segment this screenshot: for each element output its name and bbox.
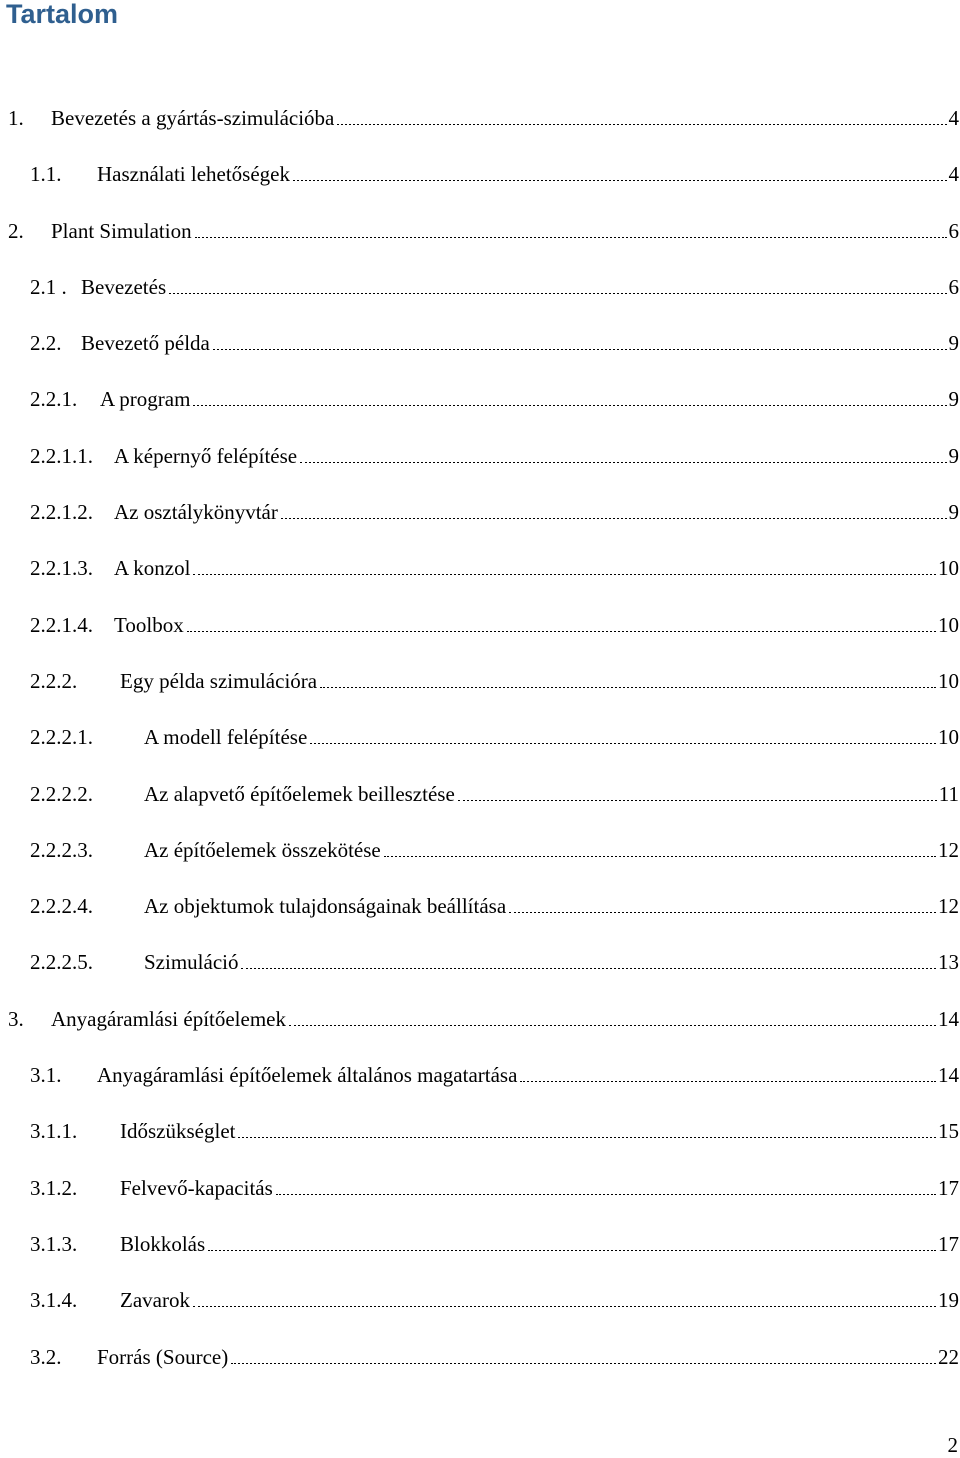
toc-dot-leader [281,518,947,519]
toc-entry-number: 2.2.1.3. [30,556,93,581]
toc-dot-leader [384,856,936,857]
toc-entry-number: 2.2.2.1. [30,725,93,750]
toc-dot-leader [193,1306,936,1307]
toc-entry-title: A képernyő felépítése [114,443,298,468]
toc-entry-number: 2.2.2. [30,668,78,693]
toc-entry-page: 4 [948,162,959,187]
toc-entry-title: Bevezetés a gyártás-szimulációba [51,106,335,130]
toc-entry-title: A program [100,387,191,412]
toc-entry-title: Anyagáramlási építőelemek [51,1006,286,1031]
toc-dot-leader [208,1250,936,1251]
toc-entry-number: 2.2.2.5. [30,950,93,975]
toc-dot-leader [509,912,936,913]
toc-entry[interactable] [0,156,960,212]
toc-entry-page: 9 [948,387,959,412]
toc-entry[interactable] [0,888,960,944]
toc-entry-page: 17 [938,1175,959,1200]
toc-entry-page: 10 [938,556,959,581]
toc-title: Tartalom [6,0,119,29]
toc-entry[interactable] [0,719,960,775]
toc-dot-leader [231,1363,936,1364]
toc-dot-leader [289,1025,936,1026]
toc-entry[interactable] [0,1282,960,1338]
toc-entry[interactable] [0,832,960,888]
toc-entry[interactable] [0,213,960,269]
toc-entry-title: Anyagáramlási építőelemek általános magatartása [97,1063,518,1088]
toc-entry-number: 2.2. [30,331,62,356]
toc-dot-leader [520,1081,936,1082]
toc-entry-page: 10 [938,725,959,750]
toc-entry-number: 3.1. [30,1063,62,1088]
toc-entry[interactable] [0,325,960,381]
toc-dot-leader [300,462,946,463]
toc-entry[interactable] [0,1226,960,1282]
toc-entry-title: Zavarok [120,1288,190,1313]
toc-dot-leader [238,1137,936,1138]
toc-list [0,100,960,1395]
toc-dot-leader [276,1194,936,1195]
toc-entry-page: 19 [938,1288,959,1313]
toc-entry-number: 2.2.1.4. [30,612,93,637]
toc-entry[interactable] [0,381,960,437]
toc-entry-title: Toolbox [114,612,184,637]
toc-dot-leader [293,180,947,181]
toc-entry-title: A modell felépítése [144,725,308,750]
toc-entry[interactable] [0,1057,960,1113]
toc-dot-leader [213,349,947,350]
toc-entry[interactable] [0,1339,960,1395]
toc-entry-title: Felvevő-kapacitás [120,1175,273,1200]
toc-entry-number: 1.1. [30,162,62,187]
toc-entry-title: Az építőelemek összekötése [144,837,381,862]
toc-entry-title: Szimuláció [144,950,239,975]
toc-entry-title: Blokkolás [120,1231,206,1256]
toc-entry-number: 1. [8,106,24,130]
toc-entry-title: Plant Simulation [51,218,192,243]
toc-entry-page: 12 [938,837,959,862]
toc-entry[interactable] [0,776,960,832]
toc-entry-title: Forrás (Source) [97,1344,229,1369]
toc-entry-page: 14 [938,1006,959,1031]
toc-entry-number: 2.2.2.3. [30,837,93,862]
toc-entry-page: 6 [948,218,959,243]
toc-entry-number: 3. [8,1006,24,1031]
toc-entry-number: 2.2.2.4. [30,894,93,919]
toc-entry-number: 3.1.3. [30,1231,78,1256]
toc-dot-leader [195,237,947,238]
toc-entry-number: 2.1 . [30,274,67,299]
toc-entry-title: Időszükséglet [120,1119,236,1144]
toc-entry-number: 2. [8,218,24,243]
toc-dot-leader [458,800,937,801]
toc-entry[interactable] [0,1170,960,1226]
toc-entry[interactable] [0,494,960,550]
toc-dot-leader [337,124,946,125]
toc-entry-title: Egy példa szimulációra [120,668,318,693]
toc-entry-page: 6 [948,274,959,299]
toc-entry-page: 4 [948,106,959,130]
toc-dot-leader [187,631,936,632]
toc-entry-page: 14 [938,1063,959,1088]
toc-entry[interactable] [0,550,960,606]
toc-entry-title: Az alapvető építőelemek beillesztése [144,781,455,806]
toc-entry-number: 2.2.1. [30,387,78,412]
toc-dot-leader [241,968,936,969]
toc-entry-page: 9 [948,331,959,356]
toc-entry-page: 11 [938,781,959,806]
toc-entry-number: 3.1.2. [30,1175,78,1200]
toc-dot-leader [193,405,946,406]
toc-dot-leader [310,743,936,744]
toc-entry-page: 17 [938,1231,959,1256]
toc-entry-title: A konzol [114,556,191,581]
toc-entry[interactable] [0,944,960,1000]
toc-entry-number: 2.2.2.2. [30,781,93,806]
toc-entry-title: Bevezetés [81,274,167,299]
toc-entry-page: 10 [938,612,959,637]
toc-entry-page: 9 [948,500,959,525]
toc-entry-page: 10 [938,668,959,693]
toc-entry-page: 22 [938,1344,959,1369]
toc-entry-number: 2.2.1.1. [30,443,93,468]
toc-entry[interactable] [0,607,960,663]
toc-entry-page: 12 [938,894,959,919]
toc-entry-number: 3.1.4. [30,1288,78,1313]
page-number: 2 [947,1433,958,1457]
toc-entry-title: Az objektumok tulajdonságainak beállítása [144,894,507,919]
toc-entry-number: 3.1.1. [30,1119,78,1144]
toc-entry[interactable] [0,269,960,325]
toc-entry-page: 15 [938,1119,959,1144]
toc-entry-page: 9 [948,443,959,468]
toc-entry-page: 13 [938,950,959,975]
toc-entry[interactable] [0,100,960,156]
toc-entry-title: Az osztálykönyvtár [114,500,278,525]
toc-dot-leader [193,574,936,575]
toc-entry-title: Bevezető példa [81,331,210,356]
toc-entry[interactable] [0,438,960,494]
toc-entry[interactable] [0,663,960,719]
toc-dot-leader [320,687,936,688]
toc-dot-leader [169,293,946,294]
toc-entry-number: 2.2.1.2. [30,500,93,525]
toc-entry-number: 3.2. [30,1344,62,1369]
toc-entry[interactable] [0,1001,960,1057]
toc-entry-title: Használati lehetőségek [97,162,290,187]
toc-entry[interactable] [0,1113,960,1169]
